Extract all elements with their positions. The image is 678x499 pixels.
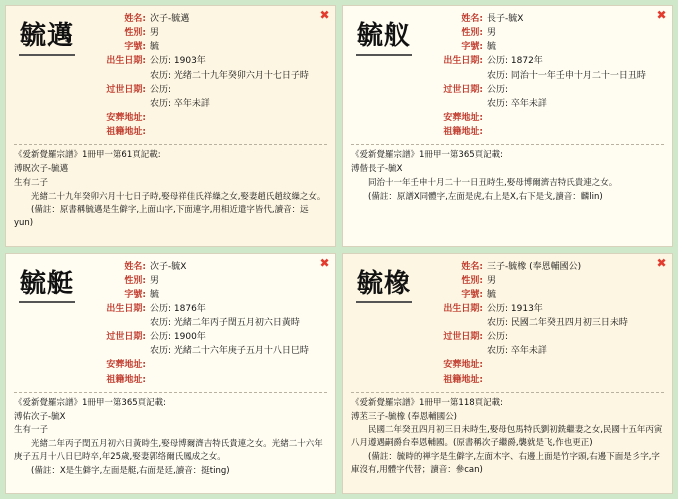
table-row — [88, 302, 327, 316]
value-courtesy: 毓 — [150, 289, 160, 300]
value-birth-lunar: 农历: 民國二年癸丑四月初三日未時 — [487, 318, 628, 329]
note-line: 溥佑次子-毓X — [14, 411, 66, 422]
note-line: 《爱新覺羅宗譜》1冊甲一第118頁記載: — [351, 397, 503, 408]
value-burial — [485, 111, 664, 125]
label-birth: 出生日期: — [443, 56, 483, 67]
notes-block — [14, 149, 327, 230]
value-birth-gregorian: 公历: 1913年 — [487, 303, 543, 314]
label-ancestral: 祖籍地址: — [106, 127, 146, 138]
note-line: 同治十一年壬申十月二十一日丑時生,娶母博爾濟吉特氏貴連之女。 — [351, 177, 618, 188]
card-header — [351, 260, 664, 387]
table-row — [425, 358, 664, 372]
label-courtesy: 字號: — [124, 42, 146, 53]
label-death: 过世日期: — [106, 84, 146, 95]
value-ancestral — [485, 373, 664, 387]
label-ancestral: 祖籍地址: — [443, 127, 483, 138]
label-birth: 出生日期: — [443, 303, 483, 314]
table-row — [425, 40, 664, 54]
value-burial — [148, 111, 327, 125]
note-line: 溥苤三子-毓橡 (奉恩輔國公) — [351, 411, 457, 422]
value-gender: 男 — [150, 275, 160, 286]
value-death-gregorian: 公历: — [487, 332, 509, 343]
table-row — [88, 274, 327, 288]
value-birth-gregorian: 公历: 1876年 — [150, 303, 206, 314]
table-row — [425, 69, 664, 83]
big-name: 毓舣 — [356, 22, 412, 56]
value-gender: 男 — [150, 28, 160, 39]
card-header — [14, 12, 327, 139]
close-icon[interactable]: ✖ — [656, 8, 667, 22]
label-gender: 性別: — [461, 28, 483, 39]
value-name: 長子-毓X — [487, 14, 524, 24]
table-row — [425, 54, 664, 68]
value-ancestral — [148, 125, 327, 139]
table-row — [425, 330, 664, 344]
table-row — [425, 316, 664, 330]
big-name-box — [14, 12, 80, 56]
label-name: 姓名: — [124, 261, 146, 272]
table-row — [88, 54, 327, 68]
table-row — [425, 111, 664, 125]
note-line: 生有一子 — [14, 425, 49, 436]
notes-block — [14, 397, 327, 478]
big-name: 毓邁 — [19, 22, 75, 56]
value-name: 三子-毓橡 (奉恩輔國公) — [487, 261, 582, 272]
note-line: (備註：原書稱毓邁是生僻字,上面山字,下面連字,用相近遣字皆代,讀音：远yun) — [14, 205, 309, 229]
value-burial — [485, 358, 664, 372]
table-row — [88, 26, 327, 40]
value-courtesy: 毓 — [487, 42, 497, 53]
label-ancestral: 祖籍地址: — [443, 374, 483, 385]
value-death-lunar: 农历: 光緒二十六年庚子五月十八日巳時 — [150, 346, 309, 357]
card-header — [14, 260, 327, 387]
label-burial: 安葬地址: — [443, 112, 483, 123]
notes-block — [351, 397, 664, 477]
value-gender: 男 — [487, 28, 497, 39]
note-line: 溥眖次子-毓邁 — [14, 164, 69, 175]
label-name: 姓名: — [124, 14, 146, 24]
value-death-lunar: 农历: 卒年未詳 — [487, 346, 547, 357]
notes-block — [351, 149, 664, 203]
note-line: 民國二年癸丑四月初三日未時生,娶母包馬特氏劉初銑繼妻之女,民國十五年丙寅八月遵遇嗣爵台奉恩輔國。(原書稱次子繼爵,襲就是飞,作也更正) — [351, 425, 663, 449]
field-table — [88, 260, 327, 387]
table-row — [425, 373, 664, 387]
value-death-gregorian: 公历: — [150, 84, 172, 95]
table-row — [425, 26, 664, 40]
value-death-lunar: 农历: 卒年未詳 — [487, 98, 547, 109]
value-name: 次子-毓邁 — [150, 14, 190, 24]
value-gender: 男 — [487, 275, 497, 286]
note-line: 《爱新覺羅宗譜》1冊甲一第365頁記載: — [351, 150, 503, 161]
label-burial: 安葬地址: — [106, 360, 146, 371]
field-table — [425, 12, 664, 139]
table-row — [425, 288, 664, 302]
field-table — [425, 260, 664, 387]
label-birth: 出生日期: — [106, 303, 146, 314]
note-line: 光緒二年丙子閏五月初六日黃時生,娶母博爾濟吉特氏貴連之女。光緒二十六年庚子五月十八日巳時卒,年25歲,娶妻郭络爾氏鳳成之女。 — [14, 439, 323, 462]
table-row — [425, 97, 664, 111]
table-row — [425, 125, 664, 139]
table-row — [88, 12, 327, 26]
card-header — [351, 12, 664, 139]
person-card — [5, 5, 336, 247]
value-death-gregorian: 公历: 1900年 — [150, 332, 206, 343]
label-burial: 安葬地址: — [443, 360, 483, 371]
value-name: 次子-毓X — [150, 261, 187, 272]
label-name: 姓名: — [461, 261, 483, 272]
table-row — [425, 260, 664, 274]
table-row — [88, 111, 327, 125]
divider — [351, 144, 664, 145]
note-line: 《爱新覺羅宗譜》1冊甲一第61頁記載: — [14, 150, 161, 161]
table-row — [88, 373, 327, 387]
big-name-box — [351, 260, 417, 304]
label-courtesy: 字號: — [461, 42, 483, 53]
person-card — [342, 5, 673, 247]
label-gender: 性別: — [124, 28, 146, 39]
divider — [14, 392, 327, 393]
value-birth-lunar: 农历: 光绪二十九年癸卯六月十七日子時 — [150, 70, 309, 81]
table-row — [88, 316, 327, 330]
value-courtesy: 毓 — [150, 42, 160, 53]
value-courtesy: 毓 — [487, 289, 497, 300]
big-name-box — [351, 12, 417, 56]
value-ancestral — [485, 125, 664, 139]
table-row — [88, 260, 327, 274]
label-death: 过世日期: — [106, 332, 146, 343]
note-line: (備註：X是生僻字,左面是艇,右面是廷,讀音：挺ting) — [14, 465, 230, 476]
table-row — [88, 358, 327, 372]
label-gender: 性別: — [124, 275, 146, 286]
table-row — [88, 40, 327, 54]
label-name: 姓名: — [461, 14, 483, 24]
value-birth-gregorian: 公历: 1903年 — [150, 56, 206, 67]
table-row — [425, 12, 664, 26]
label-birth: 出生日期: — [106, 56, 146, 67]
value-birth-gregorian: 公历: 1872年 — [487, 56, 543, 67]
table-row — [425, 344, 664, 358]
divider — [14, 144, 327, 145]
big-name: 毓艇 — [19, 270, 75, 304]
note-line: 生有二子 — [14, 177, 49, 188]
table-row — [88, 69, 327, 83]
value-death-lunar: 农历: 卒年未詳 — [150, 98, 210, 109]
big-name-box — [14, 260, 80, 304]
label-gender: 性別: — [461, 275, 483, 286]
value-death-gregorian: 公历: — [487, 84, 509, 95]
value-ancestral — [148, 373, 327, 387]
note-line: 溥偕長子-毓X — [351, 164, 403, 175]
value-birth-lunar: 农历: 光緒二年丙子閏五月初六日黃時 — [150, 318, 300, 329]
label-courtesy: 字號: — [124, 289, 146, 300]
table-row — [425, 274, 664, 288]
table-row — [88, 330, 327, 344]
person-card — [342, 253, 673, 495]
label-death: 过世日期: — [443, 84, 483, 95]
table-row — [88, 344, 327, 358]
label-burial: 安葬地址: — [106, 112, 146, 123]
label-ancestral: 祖籍地址: — [106, 374, 146, 385]
table-row — [88, 83, 327, 97]
table-row — [425, 302, 664, 316]
table-row — [88, 97, 327, 111]
label-death: 过世日期: — [443, 332, 483, 343]
divider — [351, 392, 664, 393]
table-row — [425, 83, 664, 97]
label-courtesy: 字號: — [461, 289, 483, 300]
close-icon[interactable]: ✖ — [656, 255, 667, 270]
table-row — [88, 288, 327, 302]
note-line: 《爱新覺羅宗譜》1冊甲一第365頁記載: — [14, 397, 166, 408]
close-icon[interactable]: ✖ — [319, 255, 330, 270]
note-line: (備註：原譜X同體字,左面是虎,右上是X,右下是戈,讀音：麟lin) — [351, 191, 603, 202]
table-row — [88, 125, 327, 139]
person-card — [5, 253, 336, 495]
value-birth-lunar: 农历: 同治十一年壬申十月二十一日丑時 — [487, 70, 646, 81]
close-icon[interactable]: ✖ — [319, 8, 330, 22]
note-line: 光緒二十九年癸卯六月十七日子時,娶母祥佳氏祥繰之女,娶妻趙氏趙纹繰之女。 — [14, 191, 326, 202]
big-name: 毓橡 — [356, 270, 412, 304]
field-table — [88, 12, 327, 139]
note-line: (備註：毓時的禅字是生僻字,左面木字、右邊上面是竹字頭,右邊下面是彡字,字庫沒有,用體字代替；讀音：參can) — [351, 451, 660, 475]
value-burial — [148, 358, 327, 372]
